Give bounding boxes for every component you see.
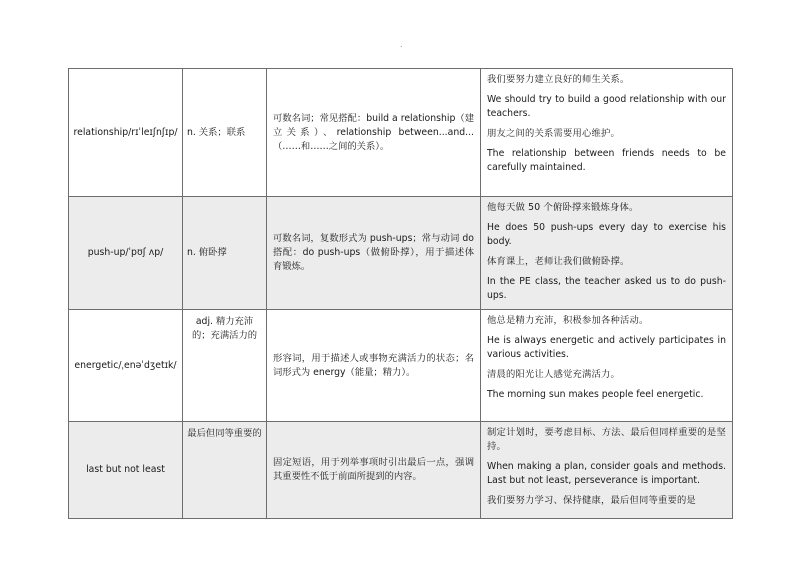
example-sentence-zh: 他每天做 50 个俯卧撑来锻炼身体。 — [487, 202, 639, 213]
usage-cell — [267, 310, 481, 422]
example-sentence-en: The relationship between friends needs to be carefully maintained. — [487, 148, 726, 173]
example-sentence-zh: 制定计划时，要考虑目标、方法、最后但同样重要的是坚持。 — [487, 427, 726, 452]
examples-cell — [481, 69, 733, 197]
examples-cell — [481, 422, 733, 519]
usage-cell — [267, 69, 481, 197]
examples-cell — [481, 310, 733, 422]
word-cell: relationship/rɪˈleɪʃnʃɪp/ — [69, 69, 183, 197]
meaning-cell — [183, 69, 267, 197]
word-cell: energetic/ˌenəˈdʒetɪk/ — [69, 310, 183, 422]
example-sentence-zh: 体育课上，老师让我们做俯卧撑。 — [487, 256, 630, 267]
meaning-text: n. 俯卧撑 — [187, 247, 227, 258]
word-cell: last but not least — [69, 422, 183, 519]
example-sentence-en: In the PE class, the teacher asked us to do push-ups. — [487, 276, 726, 301]
example-sentence-zh: 我们要努力建立良好的师生关系。 — [487, 74, 630, 85]
example-sentence-zh: 我们要努力学习、保持健康，最后但同等重要的是 — [487, 495, 696, 506]
table-row — [69, 197, 733, 310]
usage-text: 固定短语，用于列举事项时引出最后一点，强调其重要性不低于前面所提到的内容。 — [273, 457, 474, 482]
vocabulary-table — [68, 68, 733, 519]
usage-cell — [267, 422, 481, 519]
usage-cell — [267, 197, 481, 310]
usage-text: 形容词，用于描述人或事物充满活力的状态；名词形式为 energy（能量；精力）。 — [273, 352, 474, 378]
example-sentence-en: The morning sun makes people feel energetic. — [487, 389, 704, 400]
meaning-text: adj. 精力充沛的；充满活力的 — [191, 316, 258, 341]
example-sentence-zh: 他总是精力充沛，积极参加各种活动。 — [487, 315, 649, 326]
example-sentence-en: He does 50 push-ups every day to exercise his body. — [487, 222, 726, 247]
table-row — [69, 310, 733, 422]
usage-text: 可数名词，复数形式为 push-ups；常与动词 do 搭配：do push-ups（做俯卧撑），用于描述体育锻炼。 — [273, 233, 474, 272]
meaning-text: 最后但同等重要的 — [187, 428, 262, 439]
usage-text: 可数名词；常见搭配：build a relationship（建立关系）、relationship between...and...（……和……之间的关系）。 — [273, 112, 474, 152]
word-cell: push-up/ˈpʊʃ ʌp/ — [69, 197, 183, 310]
example-sentence-en: When making a plan, consider goals and methods. Last but not least, perseverance is important. — [487, 461, 726, 486]
example-sentence-zh: 朋友之间的关系需要用心维护。 — [487, 128, 620, 139]
page-mark: . — [400, 40, 403, 49]
meaning-cell — [183, 422, 267, 519]
example-sentence-en: We should try to build a good relationship with our teachers. — [487, 94, 726, 119]
meaning-cell — [183, 310, 267, 422]
table-row — [69, 69, 733, 197]
meaning-cell — [183, 197, 267, 310]
example-sentence-zh: 清晨的阳光让人感觉充满活力。 — [487, 369, 620, 380]
example-sentence-en: He is always energetic and actively participates in various activities. — [487, 335, 726, 360]
examples-cell — [481, 197, 733, 310]
meaning-text: n. 关系；联系 — [187, 126, 246, 138]
table-row — [69, 422, 733, 519]
